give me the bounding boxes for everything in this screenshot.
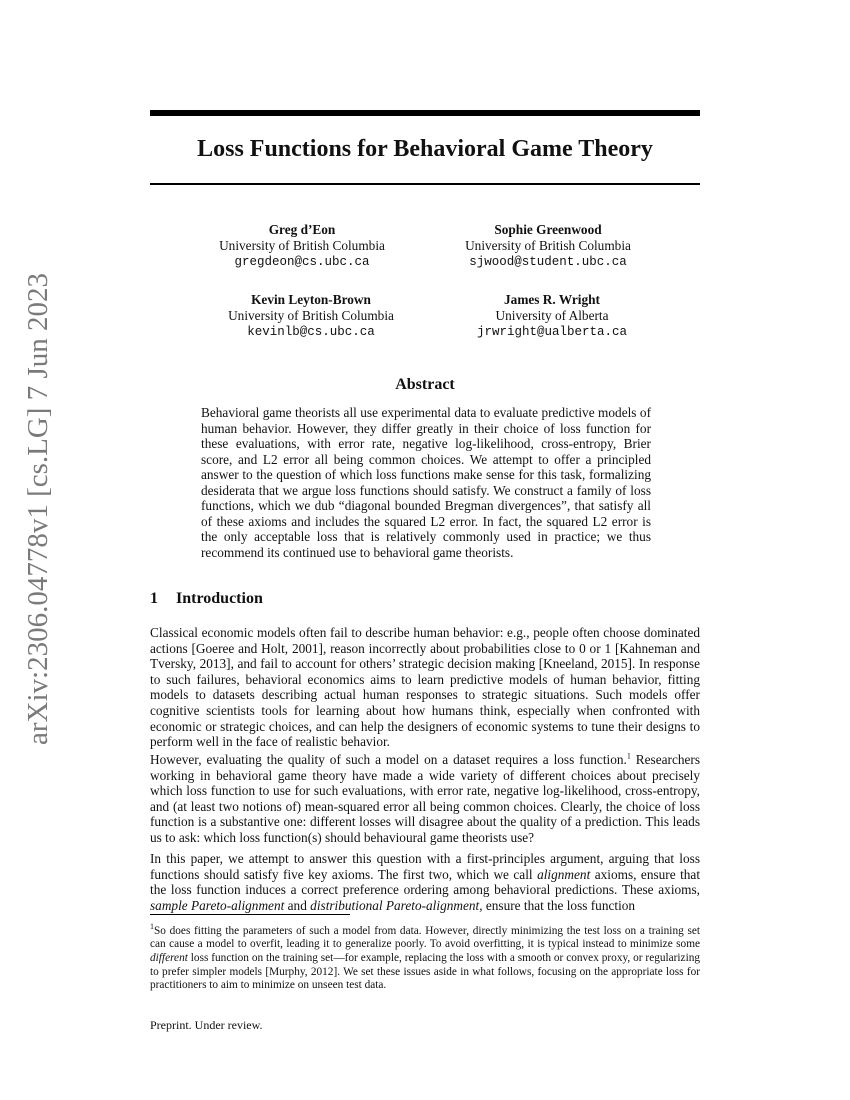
footnote: [150, 920, 700, 993]
section-number: 1: [150, 590, 158, 607]
paragraph-text: However, evaluating the quality of such a model on a dataset requires a loss function.: [150, 752, 627, 767]
author-affiliation: University of British Columbia: [465, 238, 631, 253]
author-name: Greg d’Eon: [268, 222, 336, 237]
paragraph-text: In this paper, we attempt to answer this question with a first-principles argument, arguing that loss functions should satisfy five key axioms. The first two, which we call: [150, 851, 700, 882]
emphasis-text: distributional Pareto-alignment: [310, 897, 480, 913]
preprint-note: Preprint. Under review.: [150, 1018, 263, 1032]
title-bottom-rule: [150, 183, 700, 185]
author-name: Kevin Leyton-Brown: [251, 292, 371, 307]
emphasis-text: alignment: [537, 866, 591, 882]
section-title: Introduction: [176, 590, 263, 607]
paragraph-intro: Classical economic models often fail to describe human behavior: e.g., people often choose dominated actions [Goeree and Holt, 2001], reason incorrectly about probabilities close to 0 or 1 [Kahneman and Tversky, 2013], and fail to account for others’ strategic decision making [Kneeland, 2015]. In response to such failures, behavioral economics aims to learn predictive models of human behavior, fitting models to datasets describing actual human responses to strategic situations. Such models offer cognitive scientists tools for learning about how humans think, especially when confronted with economic or strategic choices, and can help the designers of economic systems to tune their designs to perform well in the face of realistic behavior.: [150, 625, 700, 750]
author-email[interactable]: gregdeon@cs.ubc.ca: [234, 255, 370, 269]
author-email[interactable]: sjwood@student.ubc.ca: [469, 255, 627, 269]
emphasis-text: different: [150, 951, 188, 964]
abstract-body: Behavioral game theorists all use experimental data to evaluate predictive models of human behavior. However, they differ greatly in their choice of loss function for these evaluations, with error rate, negative log-likelihood, cross-entropy, Brier score, and L2 error all being common choices. We attempt to offer a principled answer to the question of which loss functions make sense for this task, formalizing desiderata that we argue loss functions should satisfy. We construct a family of loss functions, which we dub “diagonal bounded Bregman divergences”, that satisfy all of these axioms and includes the squared L2 error. In fact, the squared L2 error is the only acceptable loss that is relatively commonly used in practice; we thus recommend its continued use to behavioral game theorists.: [201, 405, 651, 560]
title-top-rule: [150, 110, 700, 116]
paragraph-axioms: [150, 851, 700, 913]
author-affiliation: University of British Columbia: [228, 308, 394, 323]
abstract-heading: Abstract: [395, 376, 455, 393]
author-block: [162, 222, 442, 270]
author-block: [412, 292, 692, 340]
author-name: James R. Wright: [504, 292, 600, 307]
section-heading: [150, 590, 263, 608]
footnote-marker: 1: [150, 922, 154, 931]
paragraph-text: axioms, ensure that the loss function induces a correct preference ordering among behavioral predictions. These axioms,: [150, 866, 701, 898]
footnote-rule: [150, 914, 350, 915]
paragraph-text: and: [287, 897, 307, 913]
author-email[interactable]: jrwright@ualberta.ca: [476, 325, 628, 339]
author-block: [408, 222, 688, 270]
paper-title: Loss Functions for Behavioral Game Theory: [197, 136, 653, 162]
paragraph-text: , ensure that the loss function: [479, 897, 636, 913]
author-name: Sophie Greenwood: [494, 222, 602, 237]
author-affiliation: University of British Columbia: [219, 238, 385, 253]
author-email[interactable]: kevinlb@cs.ubc.ca: [247, 325, 375, 339]
author-block: [171, 292, 451, 340]
footnote-text: So does fitting the parameters of such a model from data. However, directly minimizing the test loss on a training set can cause a model to overfit, leading it to generalize poorly. To avoid overfitting, it is typical instead to minimize some: [150, 924, 700, 951]
arxiv-identifier: arXiv:2306.04778v1 [cs.LG] 7 Jun 2023: [22, 272, 54, 745]
paragraph-loss-function: [150, 752, 700, 846]
footnote-text: loss function on the training set—for example, replacing the loss with a smooth or convex proxy, or regularizing to prefer simpler models [Murphy, 2012]. We set these issues aside in what follows, focusing on the appropriate loss for practitioners to aim to minimize on unseen test data.: [150, 951, 701, 992]
footnote-reference[interactable]: 1: [626, 751, 631, 761]
author-affiliation: University of Alberta: [495, 308, 609, 323]
emphasis-text: sample Pareto-alignment: [150, 897, 285, 913]
paragraph-text: Researchers working in behavioral game theory have made a wide variety of different choices about precisely which loss function to use for such evaluations, with error rate, negative log-likelihood, cross-entropy, and (at least two notions of) mean-squared error all being common choices. Clearly, the choice of loss function is a substantive one: different losses will disagree about the quality of a prediction. This leads us to ask: which loss function(s) should behavioural game theorists use?: [150, 752, 700, 845]
